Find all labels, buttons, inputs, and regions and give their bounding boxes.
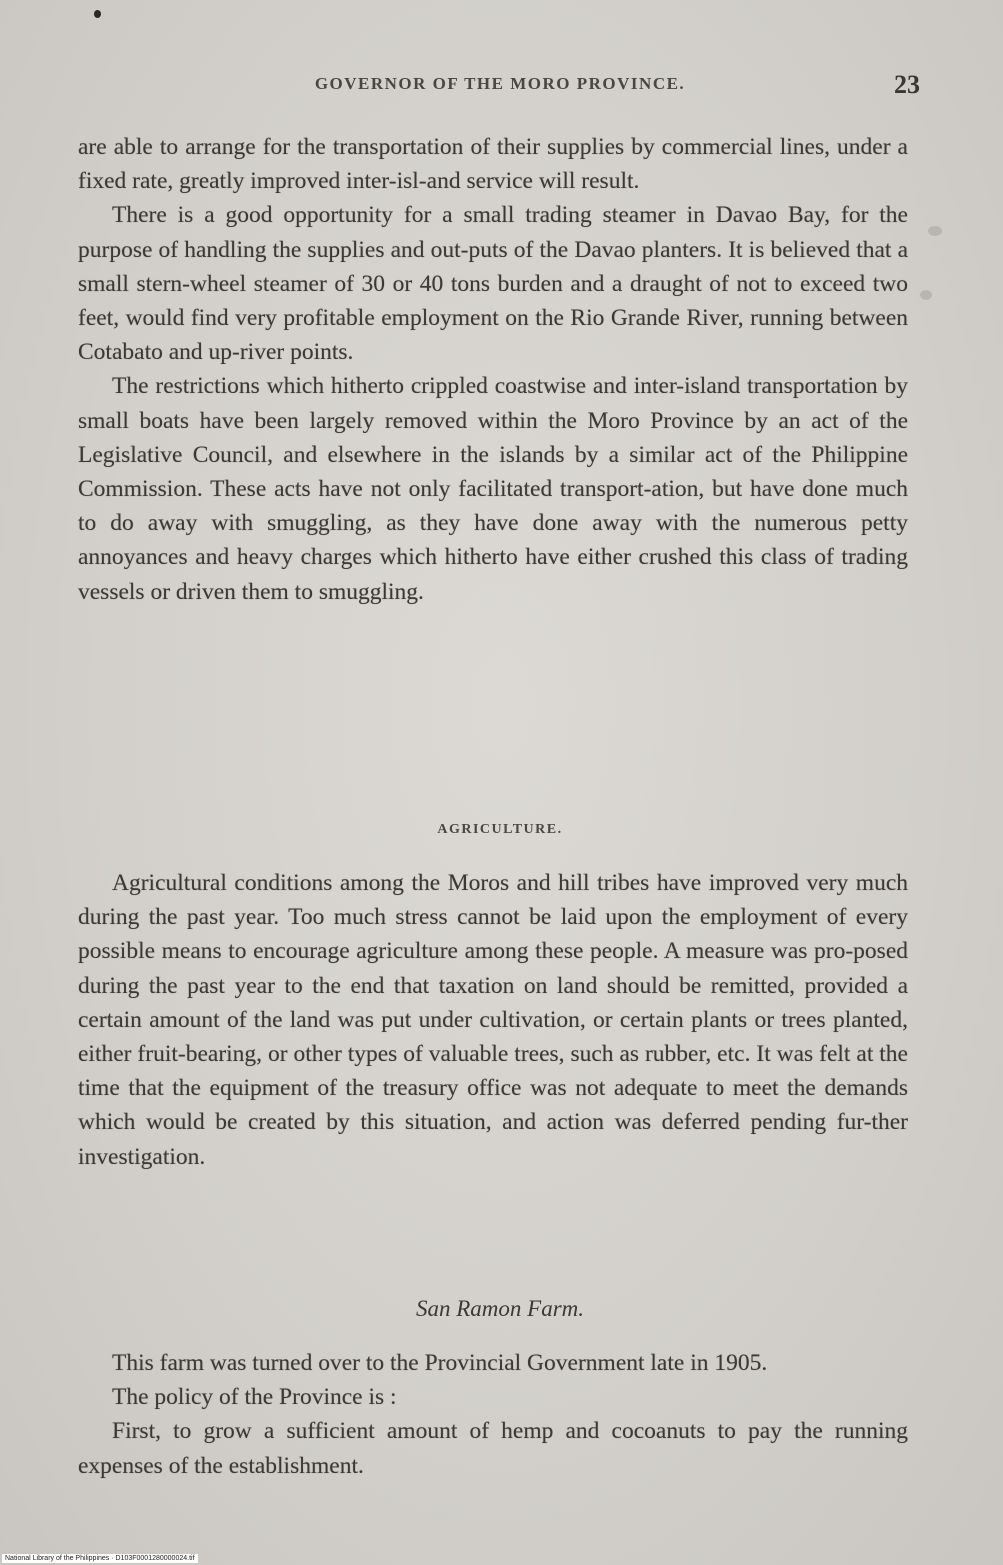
paragraph: The restrictions which hitherto crippled coastwise and inter-island transportation by small boats have been largely removed within the Moro Province by an act of the Legislative Council, and elsewhere in the islands by a similar act of the Philippine Commission. These acts have not only facilitated transport-ation, but have done much to do away with smuggling, as they have done away with the numerous petty annoyances and heavy charges which hitherto have either crushed this class of trading vessels or driven them to smuggling. bbox=[78, 373, 908, 605]
page-number: 23 bbox=[894, 70, 920, 99]
ink-speck bbox=[94, 10, 101, 18]
page-header bbox=[80, 70, 920, 104]
paragraph: Agricultural conditions among the Moros and hill tribes have improved very much during the past year. Too much stress cannot be laid upon the employment of every possible means to encourage agriculture among these people. A measure was pro-posed during the past year to the end that taxation on land should be remitted, provided a certain amount of the land was put under cultivation, or certain plants or trees planted, either fruit-bearing, or other types of valuable trees, such as rubber, etc. It was felt at the time that the equipment of the treasury office was not adequate to meet the demands which would be created by this situation, and action was deferred pending fur-ther investigation. bbox=[78, 870, 908, 1170]
paragraph: The policy of the Province is : bbox=[112, 1384, 397, 1411]
bottom-text-block bbox=[78, 1346, 908, 1483]
subheading: San Ramon Farm. bbox=[415, 1296, 585, 1321]
running-title: GOVERNOR OF THE MORO PROVINCE. bbox=[314, 74, 686, 93]
section-heading: AGRICULTURE. bbox=[437, 822, 563, 837]
paragraph: First, to grow a sufficient amount of hemp and cocoanuts to pay the running expenses of the establishment. bbox=[78, 1418, 908, 1479]
agriculture-text-block bbox=[78, 866, 908, 1174]
margin-blot bbox=[928, 226, 942, 236]
margin-blot bbox=[920, 290, 932, 300]
paragraph: are able to arrange for the transportation of their supplies by commercial lines, under a fixed rate, greatly improved inter-isl-and service will result. bbox=[78, 134, 908, 195]
top-text-block bbox=[78, 130, 908, 609]
paragraph: This farm was turned over to the Provincial Government late in 1905. bbox=[112, 1350, 768, 1376]
paragraph: There is a good opportunity for a small trading steamer in Davao Bay, for the purpose of handling the supplies and out-puts of the Davao planters. It is believed that a small stern-wheel steamer of 30 or 40 tons burden and a draught of not to exceed two feet, would find very profitable employment on the Rio Grande River, running between Cotabato and up-river points. bbox=[78, 202, 908, 366]
scan-credit: National Library of the Philippines · D103F0001280000024.tif bbox=[2, 1554, 198, 1563]
